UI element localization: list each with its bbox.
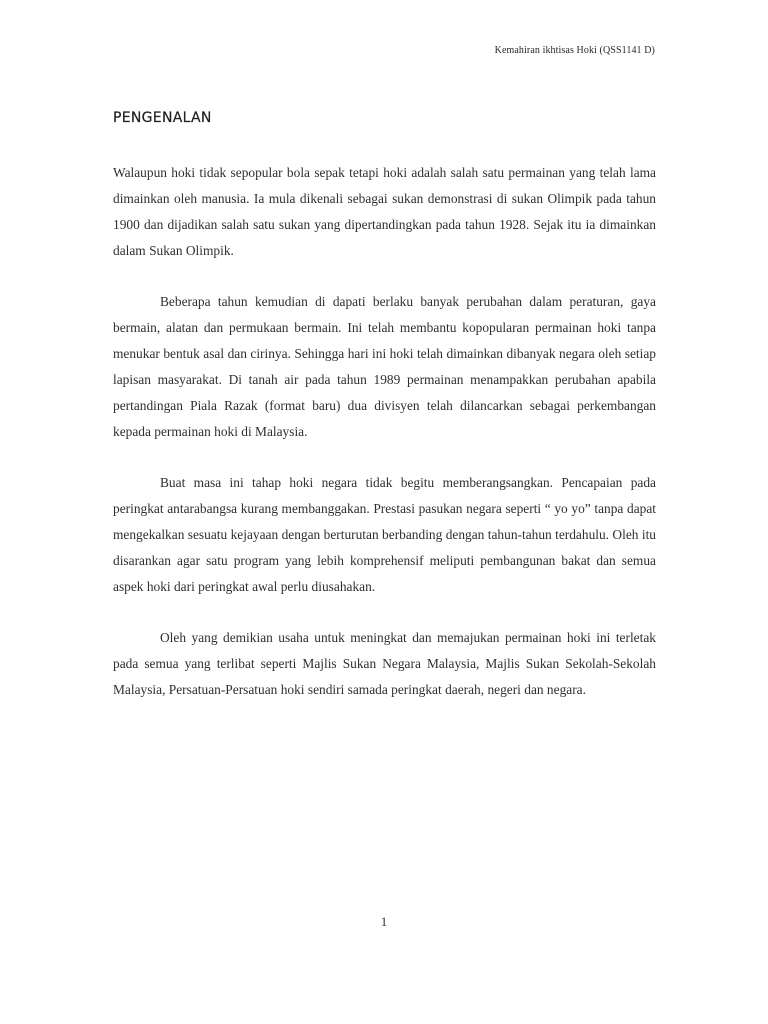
- paragraph-4: Oleh yang demikian usaha untuk meningkat dan memajukan permainan hoki ini terletak pada semua yang terlibat seperti Majlis Sukan Negara Malaysia, Majlis Sukan Sekolah-Sekolah Malaysia, Persatuan-Persatuan hoki sendiri samada peringkat daerah, negeri dan negara.: [113, 630, 656, 697]
- paragraph-3: Buat masa ini tahap hoki negara tidak begitu memberangsangkan. Pencapaian pada peringkat antarabangsa kurang membanggakan. Prestasi pasukan negara seperti “ yo yo” tanpa dapat mengekalkan sesuatu kejayaan dengan berturutan berbanding dengan tahun-tahun terdahulu. Oleh itu disarankan agar satu program yang lebih komprehensif meliputi pembangunan bakat dan semua aspek hoki dari peringkat awal perlu diusahakan.: [113, 475, 656, 594]
- page-number: 1: [380, 914, 388, 929]
- section-heading: PENGENALAN: [113, 110, 212, 126]
- paragraph-1: Walaupun hoki tidak sepopular bola sepak tetapi hoki adalah salah satu permainan yang telah lama dimainkan oleh manusia. Ia mula dikenali sebagai sukan demonstrasi di sukan Olimpik pada tahun 1900 dan dijadikan salah satu sukan yang dipertandingkan pada tahun 1928. Sejak itu ia dimainkan dalam Sukan Olimpik.: [113, 165, 656, 258]
- body-text: [113, 160, 656, 728]
- paragraph-2: Beberapa tahun kemudian di dapati berlaku banyak perubahan dalam peraturan, gaya bermain, alatan dan permukaan bermain. Ini telah membantu kopopularan permainan hoki tanpa menukar bentuk asal dan cirinya. Sehingga hari ini hoki telah dimainkan dibanyak negara oleh setiap lapisan masyarakat. Di tanah air pada tahun 1989 permainan menampakkan perubahan apabila pertandingan Piala Razak (format baru) dua divisyen telah dilancarkan sebagai perkembangan kepada permainan hoki di Malaysia.: [113, 294, 656, 439]
- running-header: Kemahiran ikhtisas Hoki (QSS1141 D): [494, 45, 655, 56]
